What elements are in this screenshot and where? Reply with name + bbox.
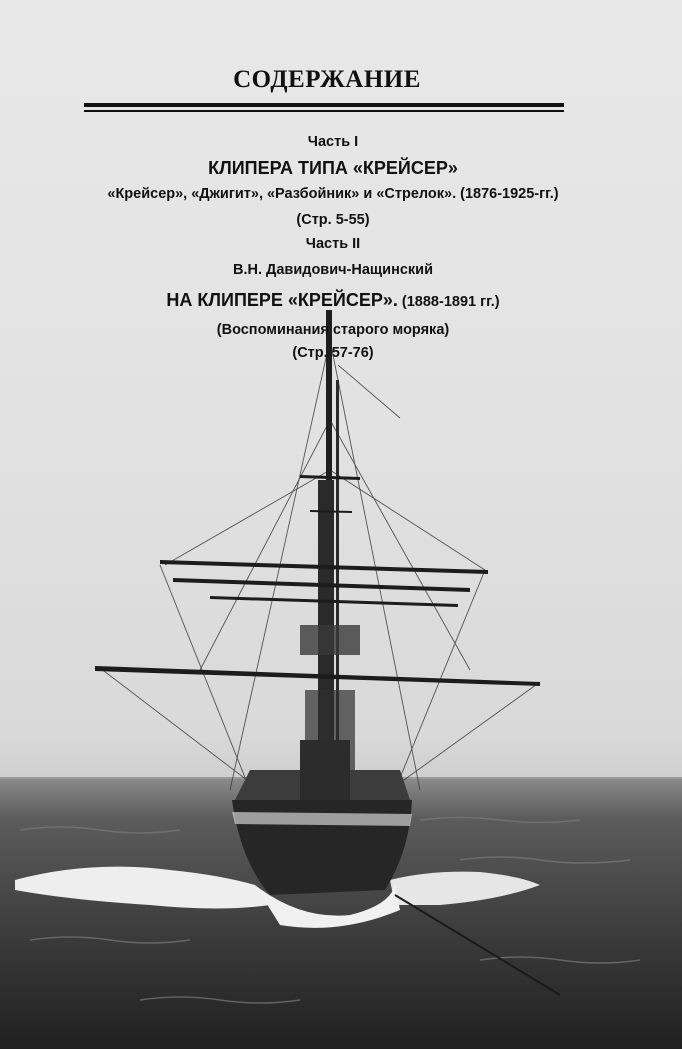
title-rule-thin <box>84 110 564 112</box>
title-rule-thick <box>84 103 564 107</box>
part2-years: (1888-1891 гг.) <box>397 294 500 310</box>
table-of-contents <box>0 0 682 400</box>
part2-heading-line <box>0 290 666 311</box>
part1-heading: КЛИПЕРА ТИПА «КРЕЙСЕР» <box>208 158 458 178</box>
part2-label: Часть II <box>305 236 361 252</box>
part1-label: Часть I <box>307 134 359 150</box>
part2-pages: (Стр. 57-76) <box>292 345 374 361</box>
part2-subtitle: (Воспоминания старого моряка) <box>216 322 450 338</box>
part1-pages: (Стр. 5-55) <box>296 212 370 228</box>
part2-author: В.Н. Давидович-Нащинский <box>233 262 433 278</box>
part2-heading: НА КЛИПЕРЕ «КРЕЙСЕР». <box>166 290 398 310</box>
part1-ships: «Крейсер», «Джигит», «Разбойник» и «Стрелок». (1876-1925-гг.) <box>107 186 559 202</box>
page-title: СОДЕРЖАНИЕ <box>233 66 421 93</box>
